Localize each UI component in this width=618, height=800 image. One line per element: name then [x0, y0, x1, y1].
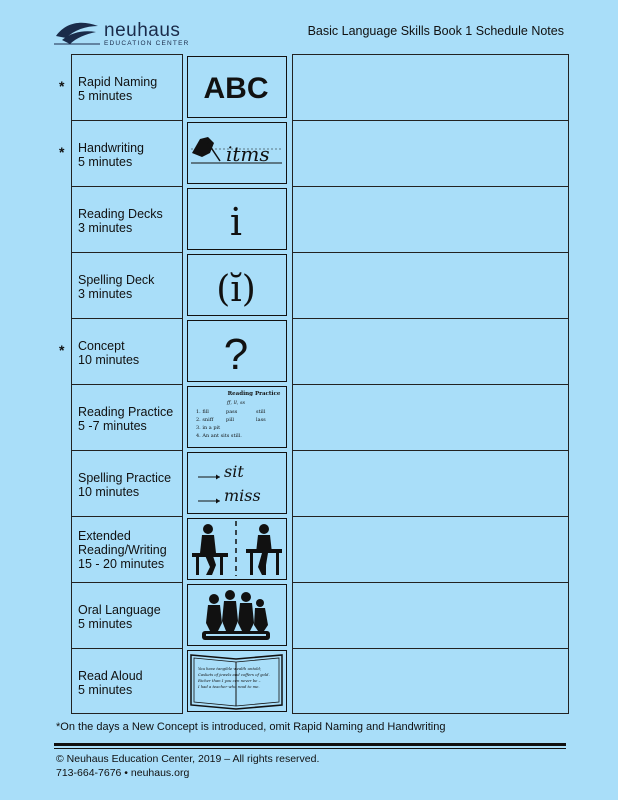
neuhaus-logo — [52, 16, 212, 48]
star-marker: * — [59, 342, 65, 358]
footer-rule-thick — [54, 743, 566, 746]
brand-name: neuhaus — [104, 20, 181, 41]
activity-label-cell — [71, 120, 183, 186]
activity-time: 10 minutes — [78, 485, 140, 499]
notes-cell[interactable] — [292, 318, 569, 384]
schedule-row-concept — [59, 318, 569, 384]
open-book-icon — [187, 650, 287, 712]
activity-label-cell — [71, 582, 183, 648]
abc-glyph: ABC — [203, 72, 269, 105]
activity-time: 3 minutes — [78, 287, 133, 301]
activity-time: 10 minutes — [78, 353, 140, 367]
schedule-row-reading-decks — [71, 186, 569, 252]
activity-name: Reading Decks — [78, 207, 163, 221]
svg-text:You have tangible wealth untol: You have tangible wealth untold; — [198, 666, 262, 671]
notes-cell[interactable] — [292, 582, 569, 648]
schedule-row-reading-practice — [71, 384, 569, 450]
notes-cell[interactable] — [292, 252, 569, 318]
star-marker: * — [59, 78, 65, 94]
cursive-word: itms — [226, 142, 270, 166]
page-title: Basic Language Skills Book 1 Schedule Notes — [307, 24, 564, 38]
schedule-row-spelling-practice — [71, 450, 569, 516]
svg-text:4. An ant sits still.: 4. An ant sits still. — [196, 433, 242, 439]
svg-text:lass: lass — [256, 417, 266, 423]
svg-text:2. sniff: 2. sniff — [196, 417, 214, 423]
activity-name: Reading Practice — [78, 405, 174, 419]
breve-i-icon — [187, 254, 287, 316]
svg-text:still: still — [256, 409, 266, 415]
spelling-word: miss — [224, 486, 261, 505]
svg-text:pass: pass — [226, 409, 238, 415]
abc-letters-icon — [187, 56, 287, 118]
activity-name: Concept — [78, 339, 125, 353]
contact-text: 713-664-7676 • neuhaus.org — [56, 767, 190, 779]
svg-text:1. fill: 1. fill — [196, 409, 209, 415]
svg-text:Reading Practice: Reading Practice — [227, 391, 281, 397]
activity-name: Spelling Deck — [78, 273, 155, 287]
activity-label-cell — [71, 648, 183, 714]
activity-name: Handwriting — [78, 141, 145, 155]
activity-time: 3 minutes — [78, 221, 133, 235]
schedule-row-oral-language — [71, 582, 569, 648]
footer-rule-thin — [54, 748, 566, 749]
activity-name: Rapid Naming — [78, 75, 158, 89]
svg-text:Caskets of jewels and coffers: Caskets of jewels and coffers of gold. — [198, 672, 270, 677]
activity-label-cell — [71, 252, 183, 318]
svg-text:pill: pill — [226, 417, 234, 423]
students-at-desks-icon — [187, 518, 287, 580]
letter-glyph: i — [229, 200, 243, 244]
activity-label-cell — [71, 186, 183, 252]
notes-cell[interactable] — [292, 54, 569, 120]
copyright-text: © Neuhaus Education Center, 2019 – All rights reserved. — [56, 753, 320, 765]
activity-time: 5 minutes — [78, 89, 133, 103]
letter-i-icon — [187, 188, 287, 250]
activity-label-cell — [71, 384, 183, 450]
bird-logo-icon — [52, 16, 102, 48]
notes-cell[interactable] — [292, 648, 569, 714]
svg-text:Richer than I you can never be: Richer than I you can never be – — [198, 678, 261, 683]
activity-time: 5 minutes — [78, 617, 133, 631]
activity-label-cell — [71, 516, 183, 582]
hand-writing-icon — [187, 122, 287, 184]
activity-time: 5 minutes — [78, 683, 133, 697]
footnote: *On the days a New Concept is introduced, omit Rapid Naming and Handwriting — [56, 721, 446, 733]
activity-name: Extended Reading/Writing — [78, 529, 167, 557]
svg-text:I had a teacher who read to me: I had a teacher who read to me. — [198, 684, 260, 689]
activity-time: 5 minutes — [78, 155, 133, 169]
notes-cell[interactable] — [292, 516, 569, 582]
schedule-row-rapid-naming — [59, 54, 569, 120]
question-glyph: ? — [223, 330, 249, 379]
activity-time: 5 -7 minutes — [78, 419, 147, 433]
notes-cell[interactable] — [292, 120, 569, 186]
schedule-row-handwriting — [59, 120, 569, 186]
reading-practice-sheet-icon — [187, 386, 287, 448]
activity-time: 15 - 20 minutes — [78, 557, 165, 571]
activity-name: Spelling Practice — [78, 471, 172, 485]
notes-cell[interactable] — [292, 450, 569, 516]
activity-label-cell — [71, 450, 183, 516]
spelling-words-icon — [187, 452, 287, 514]
question-mark-icon — [187, 320, 287, 382]
activity-label-cell — [71, 318, 183, 384]
activity-name: Oral Language — [78, 603, 161, 617]
breve-glyph: (ĭ) — [216, 269, 256, 310]
schedule-row-spelling-deck — [71, 252, 569, 318]
brand-subtitle: EDUCATION CENTER — [104, 40, 190, 47]
activity-label-cell — [71, 54, 183, 120]
schedule-table — [59, 54, 569, 714]
svg-text:3. in a pit: 3. in a pit — [196, 425, 221, 431]
svg-text:ff, ll, ss: ff, ll, ss — [226, 400, 246, 406]
notes-cell[interactable] — [292, 384, 569, 450]
schedule-row-extended-reading-writing — [71, 516, 569, 582]
activity-name: Read Aloud — [78, 669, 143, 683]
schedule-row-read-aloud — [71, 648, 569, 714]
children-on-book-icon — [187, 584, 287, 646]
spelling-word: sit — [224, 462, 244, 481]
notes-cell[interactable] — [292, 186, 569, 252]
star-marker: * — [59, 144, 65, 160]
